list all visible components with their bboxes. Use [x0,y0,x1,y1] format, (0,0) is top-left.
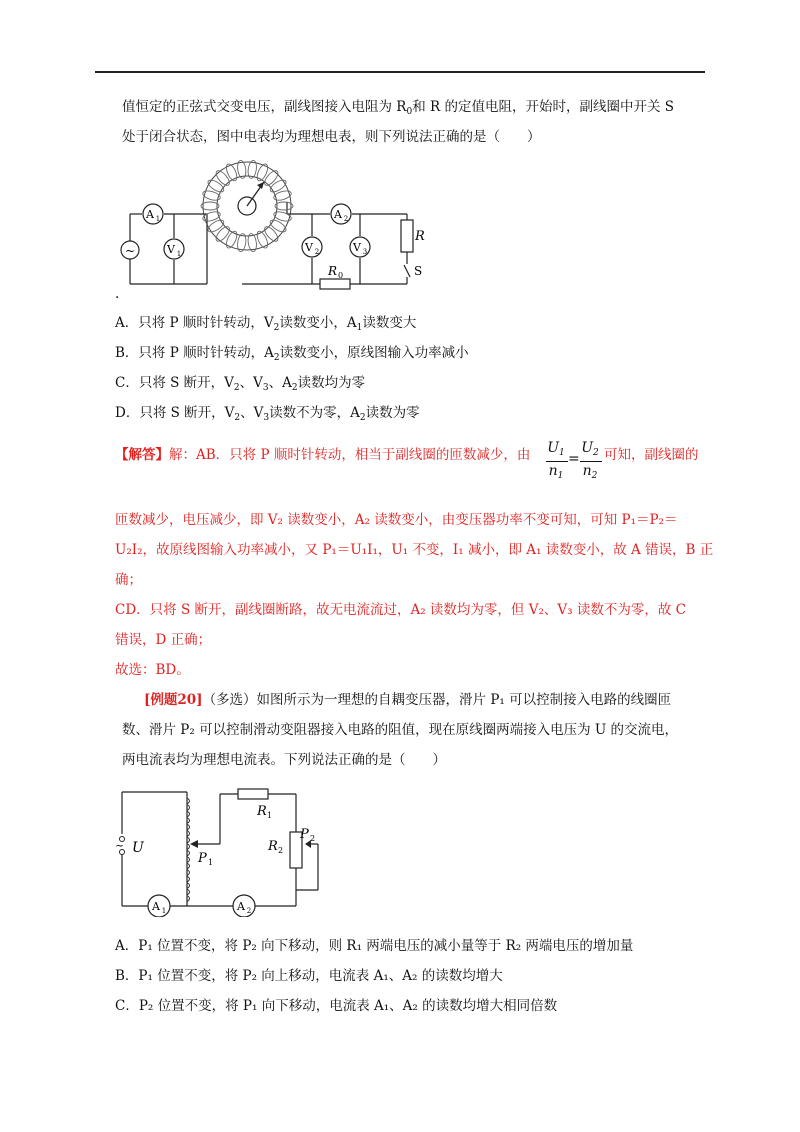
resistor-r0-label: R [328,264,338,278]
answer-line2: 匝数减少，电压减少，即 V₂ 读数变小，A₂ 读数变小，由变压器功率不变可知，可知 P₁＝P₂＝ [115,512,678,528]
winding-turn [268,178,287,194]
question-text-line2: 处于闭合状态，图中电表均为理想电表，则下列说法正确的是（ ） [122,129,541,145]
winding-turn [201,202,219,210]
svg-text:1: 1 [155,215,161,223]
svg-text:A: A [146,208,154,221]
winding-turn [214,169,232,188]
option-d: D．只将 S 断开，$V_2$、$V_3$读数不为零，$A_2$读数为零 [115,405,420,423]
ratio-formula: $U_1$ $n_1$ = $U_2$ $n_2$ [544,440,614,484]
resistor-r1 [238,789,268,799]
answer-line7: 故选：BD。 [115,662,190,678]
ac-source-symbol: ~ [124,244,136,258]
winding-turn [206,178,225,194]
svg-text:A: A [152,900,160,913]
answer-line1-end: 可知，副线圈的 [604,447,699,463]
winding-turn [255,162,270,182]
svg-text:0: 0 [338,271,344,280]
answer-line4: 确； [115,572,142,588]
switch-s-label: S [414,264,423,278]
resistor-r0 [320,279,350,289]
svg-text:1: 1 [208,858,214,867]
example20-option-c: C．P₂ 位置不变，将 P₁ 向下移动，电流表 A₁、A₂ 的读数均增大相同倍数 [115,998,558,1014]
svg-text:2: 2 [310,834,316,843]
answer-line5: CD．只将 S 断开，副线圈断路，故无电流流过，A₂ 读数均为零，但 V₂、V₃ 读数不为零，故 C [115,602,686,618]
winding-turn [262,169,280,188]
svg-text:A: A [334,208,342,221]
svg-text:2: 2 [314,248,320,256]
ac-source-symbol-2: ~ [115,839,125,852]
header-rule [95,71,705,73]
answer-line3: U₂I₂，故原线图输入功率减小，又 P₁＝U₁I₁，U₁ 不变，I₁ 减小，即 A₁ 读数变小，故 A 错误，B 正 [115,542,714,558]
slider-p1-label: P [198,851,207,866]
winding-turn [206,218,225,234]
circuit-figure-2 [112,782,322,917]
example20-line1: [例题20]（多选）如图所示为一理想的自耦变压器，滑片 P₁ 可以控制接入电路的线圈匝 [144,692,672,708]
stray-dot: . [115,286,120,302]
answer-line1: 【解答】解：AB．只将 P 顺时针转动，相当于副线圈的匝数减少，由 [115,447,531,463]
svg-text:V: V [305,241,313,254]
winding-turn [255,230,270,250]
circuit-figure-1 [112,152,432,297]
svg-text:1: 1 [267,811,273,820]
example20-option-a: A．P₁ 位置不变，将 P₂ 向下移动，则 R₁ 两端电压的减小量等于 R₂ 两端电压的增加量 [115,938,634,954]
svg-text:R: R [257,804,267,819]
svg-text:V: V [353,241,361,254]
resistor-r [401,220,413,252]
example20-option-b: B．P₁ 位置不变，将 P₂ 向上移动，电流表 A₁、A₂ 的读数均增大 [115,968,503,984]
resistor-r-label: R [415,229,425,244]
option-b: B．只将 P 顺时针转动，$A_2$读数变小，原线图输入功率减小 [115,345,469,363]
example-label: [例题20] [144,692,203,708]
answer-line6: 错误，D 正确； [115,632,212,648]
winding-turn [224,230,239,250]
example20-line3: 两电流表均为理想电流表。下列说法正确的是（ ） [122,752,446,768]
winding-turn [214,225,232,244]
svg-text:A: A [237,900,245,913]
winding-turn [262,225,280,244]
slider-p2-label: P [300,827,309,842]
svg-text:2: 2 [278,846,284,855]
slider-p1-arrow [190,840,198,848]
question-text-line1: 值恒定的正弦式交变电压，副线图接入电阻为 $R_0$和 R 的定值电阻，开始时，副线圈中开关 S [122,99,674,117]
svg-text:3: 3 [362,248,368,256]
option-a: A．只将 P 顺时针转动，$V_2$读数变小，$A_1$读数变大 [115,315,417,333]
voltage-u-label: U [132,840,144,856]
winding-turn [275,202,293,210]
svg-text:R: R [268,839,278,854]
option-c: C．只将 S 断开，$V_2$、$V_3$、$A_2$读数均为零 [115,375,366,393]
svg-text:1: 1 [176,250,182,258]
svg-text:2: 2 [343,215,349,223]
example20-line2: 数、滑片 P₂ 可以控制滑动变阻器接入电路的阻值，现在原线圈两端接入电压为 U 的交流电， [122,722,679,738]
winding-turn [268,218,287,234]
svg-text:1: 1 [161,907,167,915]
svg-text:V: V [167,243,175,256]
winding-turn [224,162,239,182]
svg-text:2: 2 [246,907,252,915]
